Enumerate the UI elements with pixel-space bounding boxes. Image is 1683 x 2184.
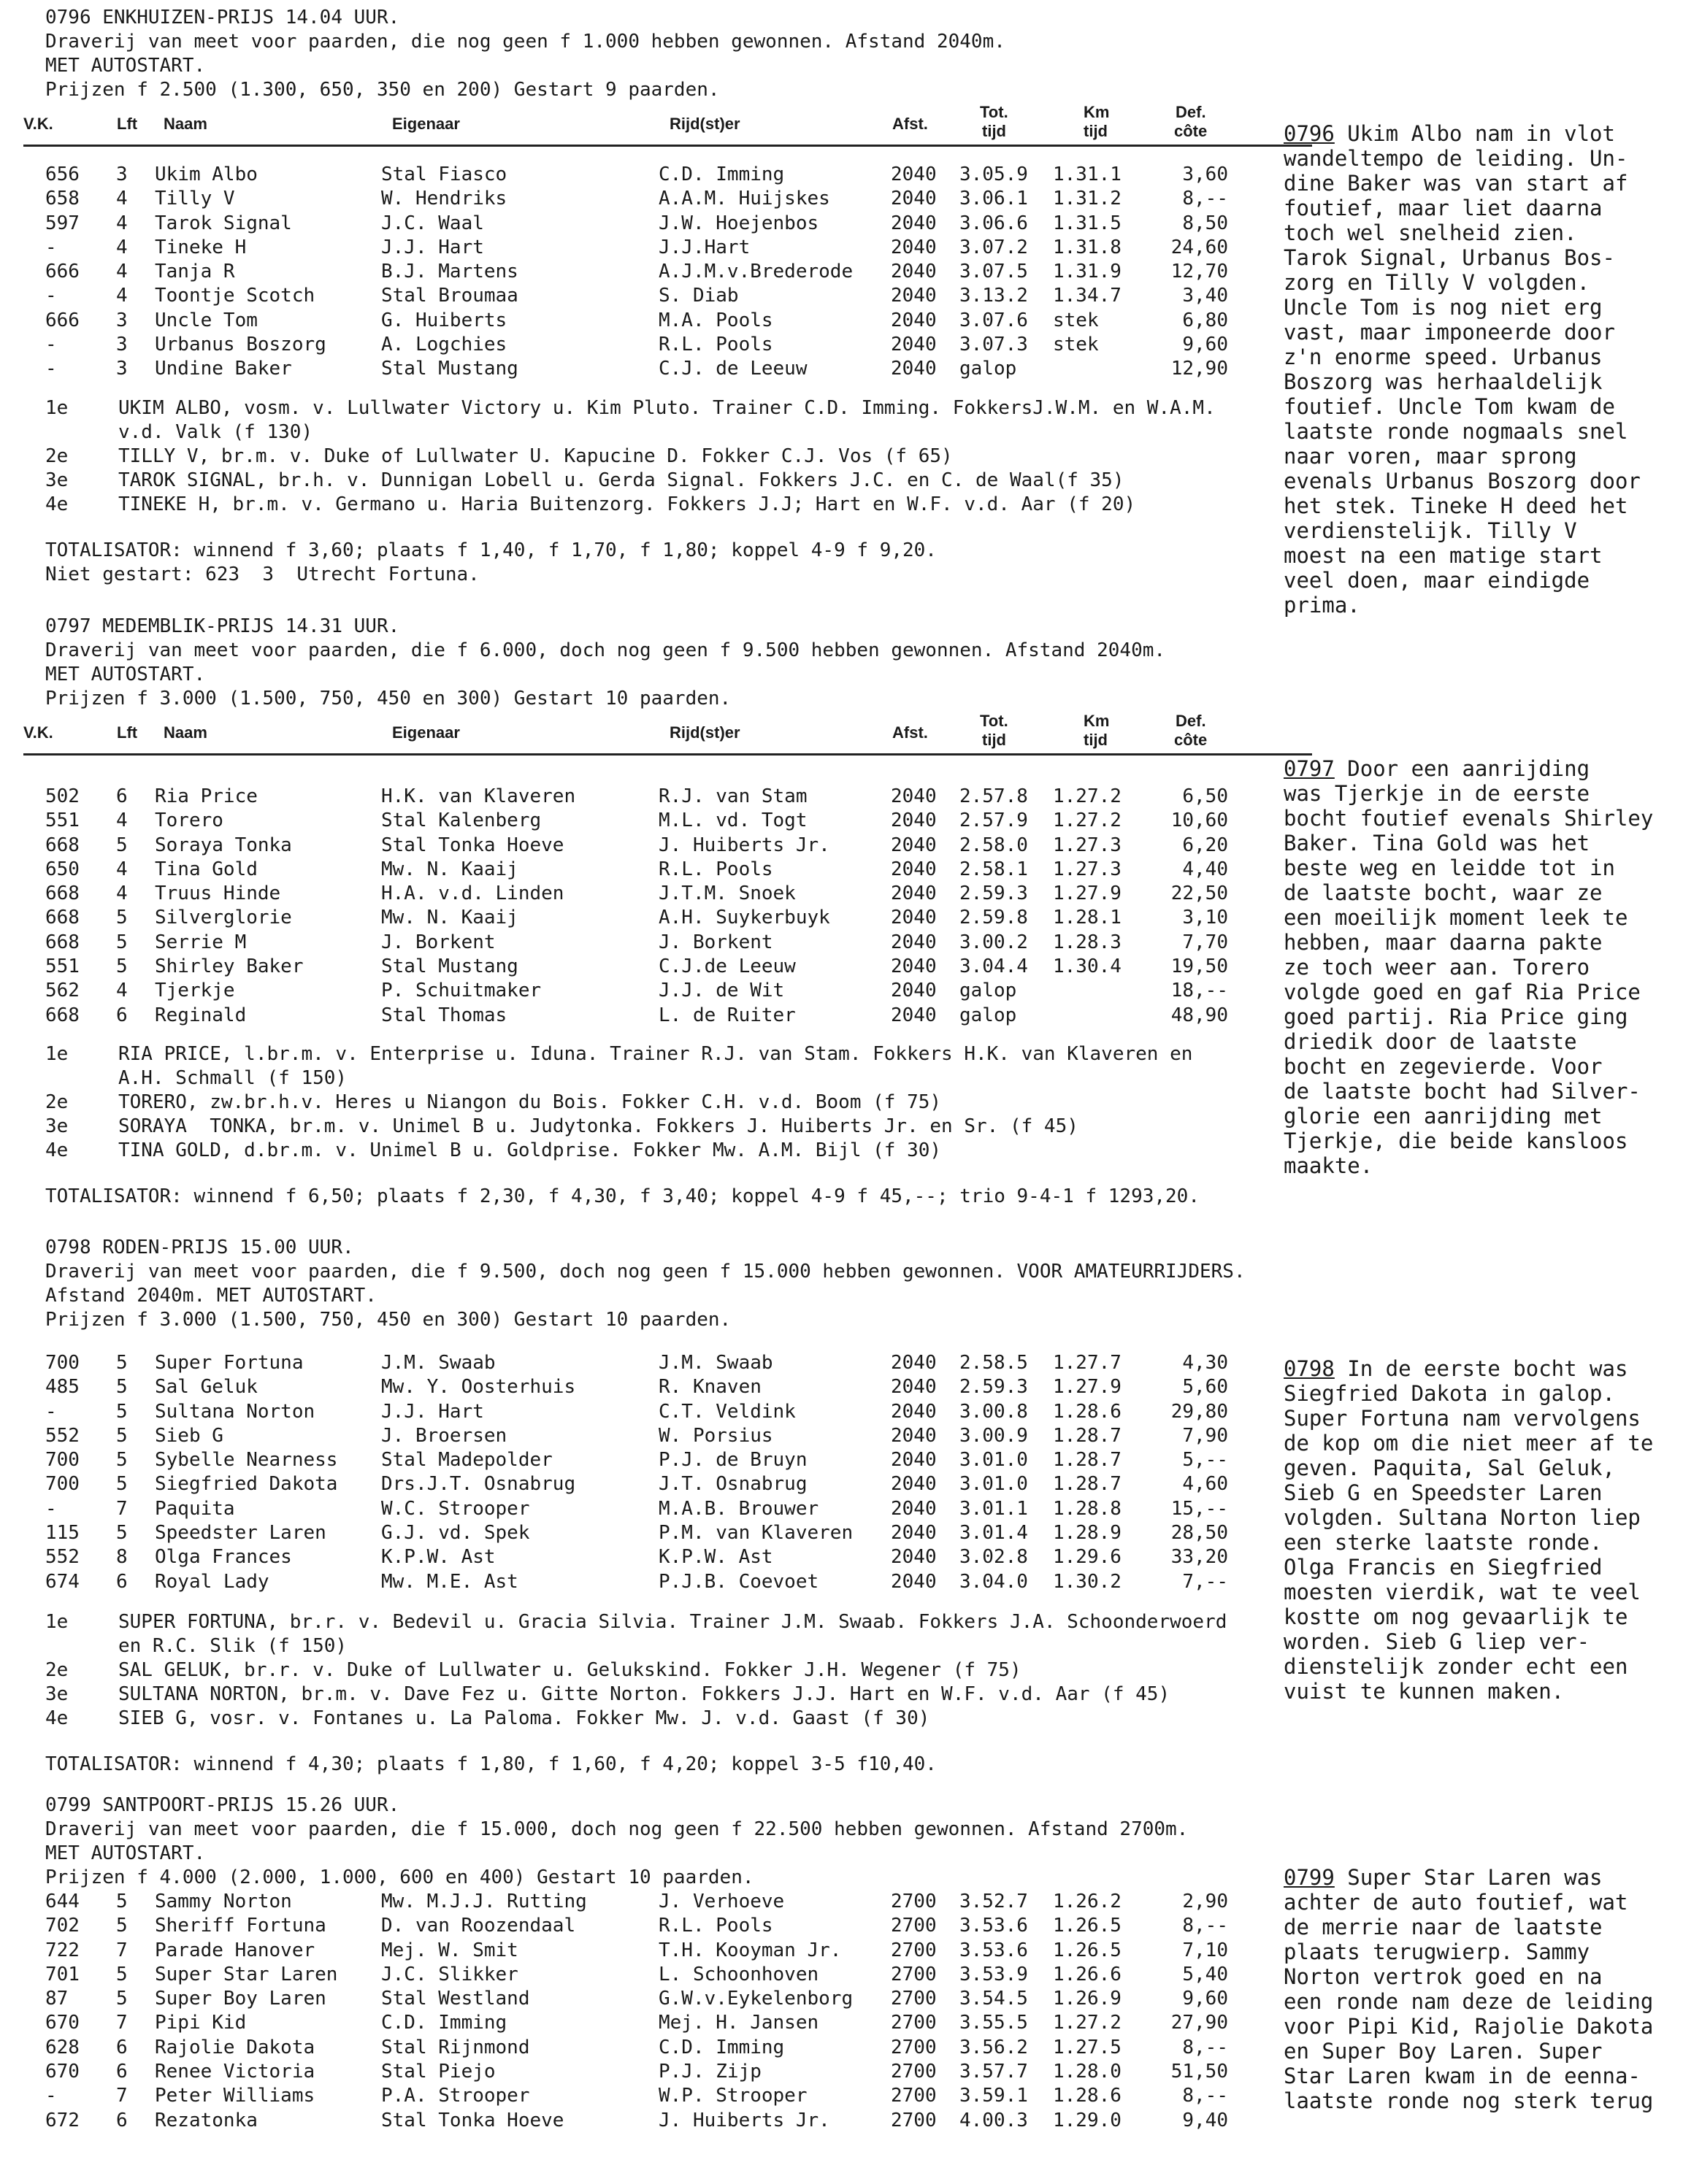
table-row: 552 5 Sieb G J. Broersen W. Porsius 2040 3.00.9 1.28.7 7,90 xyxy=(45,1424,1228,1447)
table-row: 668 6 Reginald Stal Thomas L. de Ruiter 2040 galop 48,90 xyxy=(45,1004,1228,1026)
results-table xyxy=(45,1351,1287,1594)
placing-3: 3e SORAYA TONKA, br.m. v. Unimel B u. Judytonka. Fokkers J. Huiberts Jr. en Sr. (f 45) xyxy=(45,1115,1078,1137)
race-title: 0798 RODEN-PRIJS 15.00 UUR. xyxy=(45,1237,354,1258)
table-row: 115 5 Speedster Laren G.J. vd. Spek P.M. van Klaveren 2040 3.01.4 1.28.9 28,50 xyxy=(45,1522,1228,1545)
race-prizes: Prijzen f 2.500 (1.300, 650, 350 en 200) Gestart 9 paarden. xyxy=(45,79,720,101)
col-tot-tijd: tijd xyxy=(982,122,1006,140)
race-0796 xyxy=(23,6,1287,587)
totalisator: TOTALISATOR: winnend f 4,30; plaats f 1,80, f 1,60, f 4,20; koppel 3-5 f10,40. xyxy=(45,1753,937,1775)
table-row: - 3 Urbanus Boszorg A. Logchies R.L. Pools 2040 3.07.3 stek 9,60 xyxy=(45,334,1228,356)
race-title: 0797 MEDEMBLIK-PRIJS 14.31 UUR. xyxy=(45,615,400,637)
placing-2: 2e TORERO, zw.br.h.v. Heres u Niangon du Bois. Fokker C.H. v.d. Boom (f 75) xyxy=(45,1091,942,1113)
table-row: 668 5 Silverglorie Mw. N. Kaaij A.H. Suykerbuyk 2040 2.59.8 1.28.1 3,10 xyxy=(45,907,1228,929)
table-row: 700 5 Siegfried Dakota Drs.J.T. Osnabrug J.T. Osnabrug 2040 3.01.0 1.28.7 4,60 xyxy=(45,1473,1228,1496)
table-row: 87 5 Super Boy Laren Stal Westland G.W.v.Eykelenborg 2700 3.54.5 1.26.9 9,60 xyxy=(45,1988,1228,2010)
table-row: 650 4 Tina Gold Mw. N. Kaaij R.L. Pools 2040 2.58.1 1.27.3 4,40 xyxy=(45,858,1228,880)
table-row: 670 7 Pipi Kid C.D. Imming Mej. H. Jansen 2700 3.55.5 1.27.2 27,90 xyxy=(45,2012,1228,2034)
table-row: - 7 Paquita W.C. Strooper M.A.B. Brouwer 2040 3.01.1 1.28.8 15,-- xyxy=(45,1497,1228,1520)
table-row: 668 4 Truus Hinde H.A. v.d. Linden J.T.M. Snoek 2040 2.59.3 1.27.9 22,50 xyxy=(45,883,1228,905)
col-km-tijd: tijd xyxy=(1084,122,1108,140)
placing-3: 3e SULTANA NORTON, br.m. v. Dave Fez u. Gitte Norton. Fokkers J.J. Hart en W.F. v.d. Aar (f 45) xyxy=(45,1683,1170,1705)
table-row: 674 6 Royal Lady Mw. M.E. Ast P.J.B. Coevoet 2040 3.04.0 1.30.2 7,-- xyxy=(45,1570,1228,1593)
race-header xyxy=(45,615,1287,711)
table-row: 656 3 Ukim Albo Stal Fiasco C.D. Imming 2040 3.05.9 1.31.1 3,60 xyxy=(45,164,1228,185)
col-rijder: Rijd(st)er xyxy=(670,115,740,133)
table-row: 644 5 Sammy Norton Mw. M.J.J. Rutting J. Verhoeve 2700 3.52.7 1.26.2 2,90 xyxy=(45,1891,1228,1912)
placings xyxy=(45,396,1287,517)
col-naam: Naam xyxy=(164,115,207,133)
table-row: 562 4 Tjerkje P. Schuitmaker J.J. de Wit 2040 galop 18,-- xyxy=(45,980,1228,1002)
placing-4: 4e TINA GOLD, d.br.m. v. Unimel B u. Goldprise. Fokker Mw. A.M. Bijl (f 30) xyxy=(45,1139,942,1161)
totalisator: TOTALISATOR: winnend f 3,60; plaats f 1,40, f 1,70, f 1,80; koppel 4-9 f 9,20. Niet gestart: 623 3 Utrecht Fortuna. xyxy=(45,539,937,585)
placing-1: 1e RIA PRICE, l.br.m. v. Enterprise u. Iduna. Trainer R.J. van Stam. Fokkers H.K. van Klaveren en A.H. Schmall (f 150) xyxy=(45,1042,1193,1089)
table-row: 702 5 Sheriff Fortuna D. van Roozendaal R.L. Pools 2700 3.53.6 1.26.5 8,-- xyxy=(45,1915,1228,1937)
placing-2: 2e SAL GELUK, br.r. v. Duke of Lullwater u. Gelukskind. Fokker J.H. Wegener (f 75) xyxy=(45,1658,1021,1681)
table-row: 551 4 Torero Stal Kalenberg M.L. vd. Togt 2040 2.57.9 1.27.2 10,60 xyxy=(45,810,1228,832)
race-header xyxy=(45,6,1287,102)
table-row: 485 5 Sal Geluk Mw. Y. Oosterhuis R. Knaven 2040 2.59.3 1.27.9 5,60 xyxy=(45,1376,1228,1399)
table-row: 666 3 Uncle Tom G. Huiberts M.A. Pools 2040 3.07.6 stek 6,80 xyxy=(45,309,1228,331)
placing-1: 1e SUPER FORTUNA, br.r. v. Bedevil u. Gracia Silvia. Trainer J.M. Swaab. Fokkers J.A. Schoonderwoerd en R.C. Slik (f 150) xyxy=(45,1610,1227,1657)
race-start-type: Afstand 2040m. MET AUTOSTART. xyxy=(45,1285,377,1307)
table-row: 700 5 Sybelle Nearness Stal Madepolder P.J. de Bruyn 2040 3.01.0 1.28.7 5,-- xyxy=(45,1449,1228,1472)
table-row: 672 6 Rezatonka Stal Tonka Hoeve J. Huiberts Jr. 2700 4.00.3 1.29.0 9,40 xyxy=(45,2109,1228,2131)
table-row: 670 6 Renee Victoria Stal Piejo P.J. Zijp 2700 3.57.7 1.28.0 51,50 xyxy=(45,2061,1228,2083)
table-row: 502 6 Ria Price H.K. van Klaveren R.J. van Stam 2040 2.57.8 1.27.2 6,50 xyxy=(45,785,1228,807)
table-row: - 3 Undine Baker Stal Mustang C.J. de Leeuw 2040 galop 12,90 xyxy=(45,358,1228,380)
race-start-type: MET AUTOSTART. xyxy=(45,1842,206,1864)
race-start-type: MET AUTOSTART. xyxy=(45,664,206,685)
race-conditions: Draverij van meet voor paarden, die f 6.000, doch nog geen f 9.500 hebben gewonnen. Afstand 2040m. xyxy=(45,639,1166,661)
race-conditions: Draverij van meet voor paarden, die f 15.000, doch nog geen f 22.500 hebben gewonnen. Afstand 2700m. xyxy=(45,1818,1189,1840)
placing-1: 1e UKIM ALBO, vosm. v. Lullwater Victory u. Kim Pluto. Trainer C.D. Imming. FokkersJ.W.M. en W.A.M. v.d. Valk (f 130) xyxy=(45,396,1216,443)
race-prizes: Prijzen f 4.000 (2.000, 1.000, 600 en 400) Gestart 10 paarden. xyxy=(45,1866,754,1888)
table-row: 597 4 Tarok Signal J.C. Waal J.W. Hoejenbos 2040 3.06.6 1.31.5 8,50 xyxy=(45,212,1228,234)
table-row: 668 5 Serrie M J. Borkent J. Borkent 2040 3.00.2 1.28.3 7,70 xyxy=(45,931,1228,953)
col-lft: Lft xyxy=(117,115,138,133)
race-title: 0796 ENKHUIZEN-PRIJS 14.04 UUR. xyxy=(45,7,400,28)
table-row: 722 7 Parade Hanover Mej. W. Smit T.H. Kooyman Jr. 2700 3.53.6 1.26.5 7,10 xyxy=(45,1939,1228,1961)
placing-3: 3e TAROK SIGNAL, br.h. v. Dunnigan Lobell u. Gerda Signal. Fokkers J.C. en C. de Waal(f 35) xyxy=(45,469,1124,491)
col-afst: Afst. xyxy=(892,115,928,133)
placing-4: 4e SIEB G, vosr. v. Fontanes u. La Paloma. Fokker Mw. J. v.d. Gaast (f 30) xyxy=(45,1707,930,1729)
race-conditions: Draverij van meet voor paarden, die f 9.500, doch nog geen f 15.000 hebben gewonnen. VOOR AMATEURRIJDERS. xyxy=(45,1261,1246,1283)
race-prizes: Prijzen f 3.000 (1.500, 750, 450 en 300) Gestart 10 paarden. xyxy=(45,688,732,710)
race-start-type: MET AUTOSTART. xyxy=(45,55,206,77)
results-table xyxy=(45,163,1287,382)
table-row: - 4 Tineke H J.J. Hart J.J.Hart 2040 3.07.2 1.31.8 24,60 xyxy=(45,236,1228,258)
placings xyxy=(45,1610,1287,1731)
column-headers xyxy=(23,102,1312,147)
table-row: 628 6 Rajolie Dakota Stal Rijnmond C.D. Imming 2700 3.56.2 1.27.5 8,-- xyxy=(45,2036,1228,2058)
results-table xyxy=(45,1890,1287,2133)
table-row: 668 5 Soraya Tonka Stal Tonka Hoeve J. Huiberts Jr. 2040 2.58.0 1.27.3 6,20 xyxy=(45,834,1228,856)
race-title: 0799 SANTPOORT-PRIJS 15.26 UUR. xyxy=(45,1794,400,1816)
race-conditions: Draverij van meet voor paarden, die nog geen f 1.000 hebben gewonnen. Afstand 2040m. xyxy=(45,31,1005,53)
table-row: 666 4 Tanja R B.J. Martens A.J.M.v.Brederode 2040 3.07.5 1.31.9 12,70 xyxy=(45,261,1228,283)
table-row: 551 5 Shirley Baker Stal Mustang C.J.de Leeuw 2040 3.04.4 1.30.4 19,50 xyxy=(45,956,1228,978)
race-0799 xyxy=(45,1793,1287,2133)
results-table xyxy=(45,785,1287,1028)
col-def: Def. xyxy=(1176,103,1206,121)
race-0798 xyxy=(45,1236,1287,1777)
table-row: 701 5 Super Star Laren J.C. Slikker L. Schoonhoven 2700 3.53.9 1.26.6 5,40 xyxy=(45,1963,1228,1985)
race-header xyxy=(45,1236,1287,1332)
col-eigenaar: Eigenaar xyxy=(392,115,460,133)
col-vk: V.K. xyxy=(23,115,53,133)
table-row: - 7 Peter Williams P.A. Strooper W.P. Strooper 2700 3.59.1 1.28.6 8,-- xyxy=(45,2085,1228,2107)
totalisator: TOTALISATOR: winnend f 6,50; plaats f 2,30, f 4,30, f 3,40; koppel 4-9 f 45,--; trio 9-4-1 f 1293,20. xyxy=(45,1185,1200,1207)
race-comment-0797: 0797 Door een aanrijding was Tjerkje in de eerste bocht foutief evenals Shirley Baker. Tina Gold was het beste weg en leidde tot in de laatste bocht, waar ze een moeilijk moment leek te hebben, maar daarna pakte ze toch weer aan. Torero volgde goed en gaf Ria Price goed partij. Ria Price ging driedik door de laatste bocht en zegevierde. Voor de laatste bocht had Silver- glorie een aanrijding met Tjerkje, die beide kansloos maakte. xyxy=(1284,756,1654,1178)
table-row: 658 4 Tilly V W. Hendriks A.A.M. Huijskes 2040 3.06.1 1.31.2 8,-- xyxy=(45,188,1228,210)
placing-4: 4e TINEKE H, br.m. v. Germano u. Haria Buitenzorg. Fokkers J.J; Hart en W.F. v.d. Aar (f 20) xyxy=(45,493,1136,515)
col-cote: côte xyxy=(1174,122,1208,140)
table-row: - 5 Sultana Norton J.J. Hart C.T. Veldink 2040 3.00.8 1.28.6 29,80 xyxy=(45,1400,1228,1423)
table-row: 552 8 Olga Frances K.P.W. Ast K.P.W. Ast 2040 3.02.8 1.29.6 33,20 xyxy=(45,1546,1228,1569)
column-headers: V.K. Lft Naam Eigenaar Rijd(st)er Afst. Tot. tijd Km tijd Def. côte xyxy=(23,711,1312,755)
race-comment-0799: 0799 Super Star Laren was achter de auto foutief, wat de merrie naar de laatste plaats terugwierp. Sammy Norton vertrok goed en na een ronde nam deze de leiding voor Pipi Kid, Rajolie Dakota en Super Boy Laren. Super Star Laren kwam in de eenna- laatste ronde nog sterk terug xyxy=(1284,1865,1654,2113)
race-prizes: Prijzen f 3.000 (1.500, 750, 450 en 300) Gestart 10 paarden. xyxy=(45,1309,732,1331)
table-row: 700 5 Super Fortuna J.M. Swaab J.M. Swaab 2040 2.58.5 1.27.7 4,30 xyxy=(45,1352,1228,1374)
placings xyxy=(45,1042,1287,1163)
placing-2: 2e TILLY V, br.m. v. Duke of Lullwater U. Kapucine D. Fokker C.J. Vos (f 65) xyxy=(45,445,953,467)
race-0797 xyxy=(23,615,1287,1209)
col-tot: Tot. xyxy=(980,103,1008,121)
table-row: - 4 Toontje Scotch Stal Broumaa S. Diab 2040 3.13.2 1.34.7 3,40 xyxy=(45,285,1228,307)
race-comment-0796: 0796 Ukim Albo nam in vlot wandeltempo de leiding. Un- dine Baker was van start af foutief, maar liet daarna toch wel snelheid zien. Tarok Signal, Urbanus Bos- zorg en Tilly V volgden. Uncle Tom is nog niet erg vast, maar imponeerde door z'n enorme speed. Urbanus Boszorg was herhaaldelijk foutief. Uncle Tom kwam de laatste ronde nogmaals snel naar voren, maar sprong evenals Urbanus Boszorg door het stek. Tineke H deed het verdienstelijk. Tilly V moest na een matige start veel doen, maar eindigde prima. xyxy=(1284,121,1641,618)
race-comment-0798: 0798 In de eerste bocht was Siegfried Dakota in galop. Super Fortuna nam vervolgens de kop om die niet meer af te geven. Paquita, Sal Geluk, Sieb G en Speedster Laren volgden. Sultana Norton liep een sterke laatste ronde. Olga Francis en Siegfried moesten vierdik, wat te veel kostte om nog gevaarlijk te worden. Sieb G liep ver- dienstelijk zonder echt een vuist te kunnen maken. xyxy=(1284,1356,1654,1704)
race-header xyxy=(45,1793,1287,1890)
col-km: Km xyxy=(1084,103,1110,121)
